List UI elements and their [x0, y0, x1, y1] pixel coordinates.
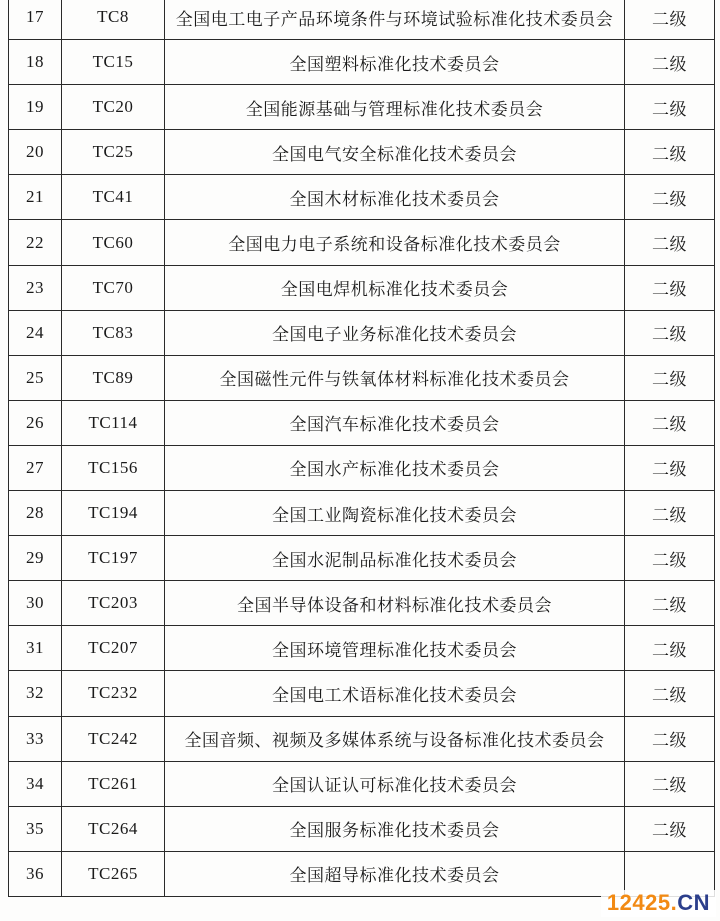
row-number-cell: 34 [9, 761, 62, 806]
row-number-cell: 22 [9, 220, 62, 265]
committee-level-cell: 二级 [625, 40, 715, 85]
table-row [9, 626, 715, 671]
committee-name-cell: 全国电焊机标准化技术委员会 [165, 265, 625, 310]
committee-level-cell: 二级 [625, 581, 715, 626]
committee-name-cell: 全国电气安全标准化技术委员会 [165, 130, 625, 175]
table-row [9, 220, 715, 265]
committee-code-cell: TC197 [62, 536, 165, 581]
committee-level-cell: 二级 [625, 445, 715, 490]
committee-code-cell: TC265 [62, 851, 165, 896]
committee-level-cell: 二级 [625, 130, 715, 175]
site-watermark-logo [601, 890, 716, 917]
row-number-cell: 25 [9, 355, 62, 400]
committee-level-cell: 二级 [625, 761, 715, 806]
committee-code-cell: TC60 [62, 220, 165, 265]
committee-code-cell: TC203 [62, 581, 165, 626]
committee-name-cell: 全国工业陶瓷标准化技术委员会 [165, 491, 625, 536]
watermark-dot: . [670, 890, 678, 915]
committee-code-cell: TC207 [62, 626, 165, 671]
committee-name-cell: 全国音频、视频及多媒体系统与设备标准化技术委员会 [165, 716, 625, 761]
table-row [9, 445, 715, 490]
committee-name-cell: 全国电工术语标准化技术委员会 [165, 671, 625, 716]
committee-level-cell: 二级 [625, 536, 715, 581]
table-row [9, 265, 715, 310]
committee-code-cell: TC232 [62, 671, 165, 716]
committee-level-cell: 二级 [625, 310, 715, 355]
committee-level-cell: 二级 [625, 806, 715, 851]
row-number-cell: 21 [9, 175, 62, 220]
committee-code-cell: TC83 [62, 310, 165, 355]
table-row [9, 400, 715, 445]
committee-code-cell: TC20 [62, 85, 165, 130]
row-number-cell: 18 [9, 40, 62, 85]
row-number-cell: 17 [9, 0, 62, 40]
row-number-cell: 24 [9, 310, 62, 355]
committee-name-cell: 全国半导体设备和材料标准化技术委员会 [165, 581, 625, 626]
committee-table [8, 0, 715, 897]
committee-code-cell: TC264 [62, 806, 165, 851]
row-number-cell: 28 [9, 491, 62, 536]
table-body [9, 0, 715, 896]
committee-level-cell: 二级 [625, 220, 715, 265]
committee-code-cell: TC8 [62, 0, 165, 40]
table-row [9, 310, 715, 355]
row-number-cell: 29 [9, 536, 62, 581]
committee-level-cell: 二级 [625, 0, 715, 40]
committee-name-cell: 全国超导标准化技术委员会 [165, 851, 625, 896]
committee-code-cell: TC156 [62, 445, 165, 490]
row-number-cell: 19 [9, 85, 62, 130]
committee-code-cell: TC41 [62, 175, 165, 220]
row-number-cell: 30 [9, 581, 62, 626]
table-row [9, 761, 715, 806]
committee-name-cell: 全国认证认可标准化技术委员会 [165, 761, 625, 806]
committee-level-cell: 二级 [625, 355, 715, 400]
table-row [9, 671, 715, 716]
row-number-cell: 35 [9, 806, 62, 851]
committee-code-cell: TC70 [62, 265, 165, 310]
table-row [9, 581, 715, 626]
row-number-cell: 27 [9, 445, 62, 490]
committee-level-cell: 二级 [625, 85, 715, 130]
table-row [9, 175, 715, 220]
committee-name-cell: 全国水产标准化技术委员会 [165, 445, 625, 490]
committee-name-cell: 全国水泥制品标准化技术委员会 [165, 536, 625, 581]
committee-code-cell: TC15 [62, 40, 165, 85]
committee-name-cell: 全国磁性元件与铁氧体材料标准化技术委员会 [165, 355, 625, 400]
watermark-suffix: CN [677, 890, 710, 915]
row-number-cell: 23 [9, 265, 62, 310]
row-number-cell: 20 [9, 130, 62, 175]
table-row [9, 85, 715, 130]
committee-name-cell: 全国服务标准化技术委员会 [165, 806, 625, 851]
watermark-number: 12425 [606, 890, 671, 915]
committee-code-cell: TC89 [62, 355, 165, 400]
committee-name-cell: 全国电工电子产品环境条件与环境试验标准化技术委员会 [165, 0, 625, 40]
committee-name-cell: 全国塑料标准化技术委员会 [165, 40, 625, 85]
row-number-cell: 31 [9, 626, 62, 671]
committee-level-cell: 二级 [625, 671, 715, 716]
committee-level-cell: 二级 [625, 175, 715, 220]
committee-code-cell: TC25 [62, 130, 165, 175]
committee-level-cell: 二级 [625, 626, 715, 671]
table-row [9, 536, 715, 581]
committee-name-cell: 全国汽车标准化技术委员会 [165, 400, 625, 445]
committee-level-cell: 二级 [625, 491, 715, 536]
row-number-cell: 33 [9, 716, 62, 761]
committee-name-cell: 全国木材标准化技术委员会 [165, 175, 625, 220]
table-row [9, 130, 715, 175]
table-row [9, 0, 715, 40]
committee-name-cell: 全国电子业务标准化技术委员会 [165, 310, 625, 355]
table-row [9, 355, 715, 400]
committee-code-cell: TC242 [62, 716, 165, 761]
committee-code-cell: TC114 [62, 400, 165, 445]
row-number-cell: 32 [9, 671, 62, 716]
table-row [9, 716, 715, 761]
row-number-cell: 26 [9, 400, 62, 445]
committee-code-cell: TC261 [62, 761, 165, 806]
committee-name-cell: 全国环境管理标准化技术委员会 [165, 626, 625, 671]
committee-level-cell: 二级 [625, 716, 715, 761]
table-row [9, 40, 715, 85]
committee-level-cell: 二级 [625, 400, 715, 445]
row-number-cell: 36 [9, 851, 62, 896]
table-row [9, 491, 715, 536]
table-row [9, 806, 715, 851]
committee-name-cell: 全国电力电子系统和设备标准化技术委员会 [165, 220, 625, 265]
committee-name-cell: 全国能源基础与管理标准化技术委员会 [165, 85, 625, 130]
committee-level-cell: 二级 [625, 265, 715, 310]
committee-code-cell: TC194 [62, 491, 165, 536]
